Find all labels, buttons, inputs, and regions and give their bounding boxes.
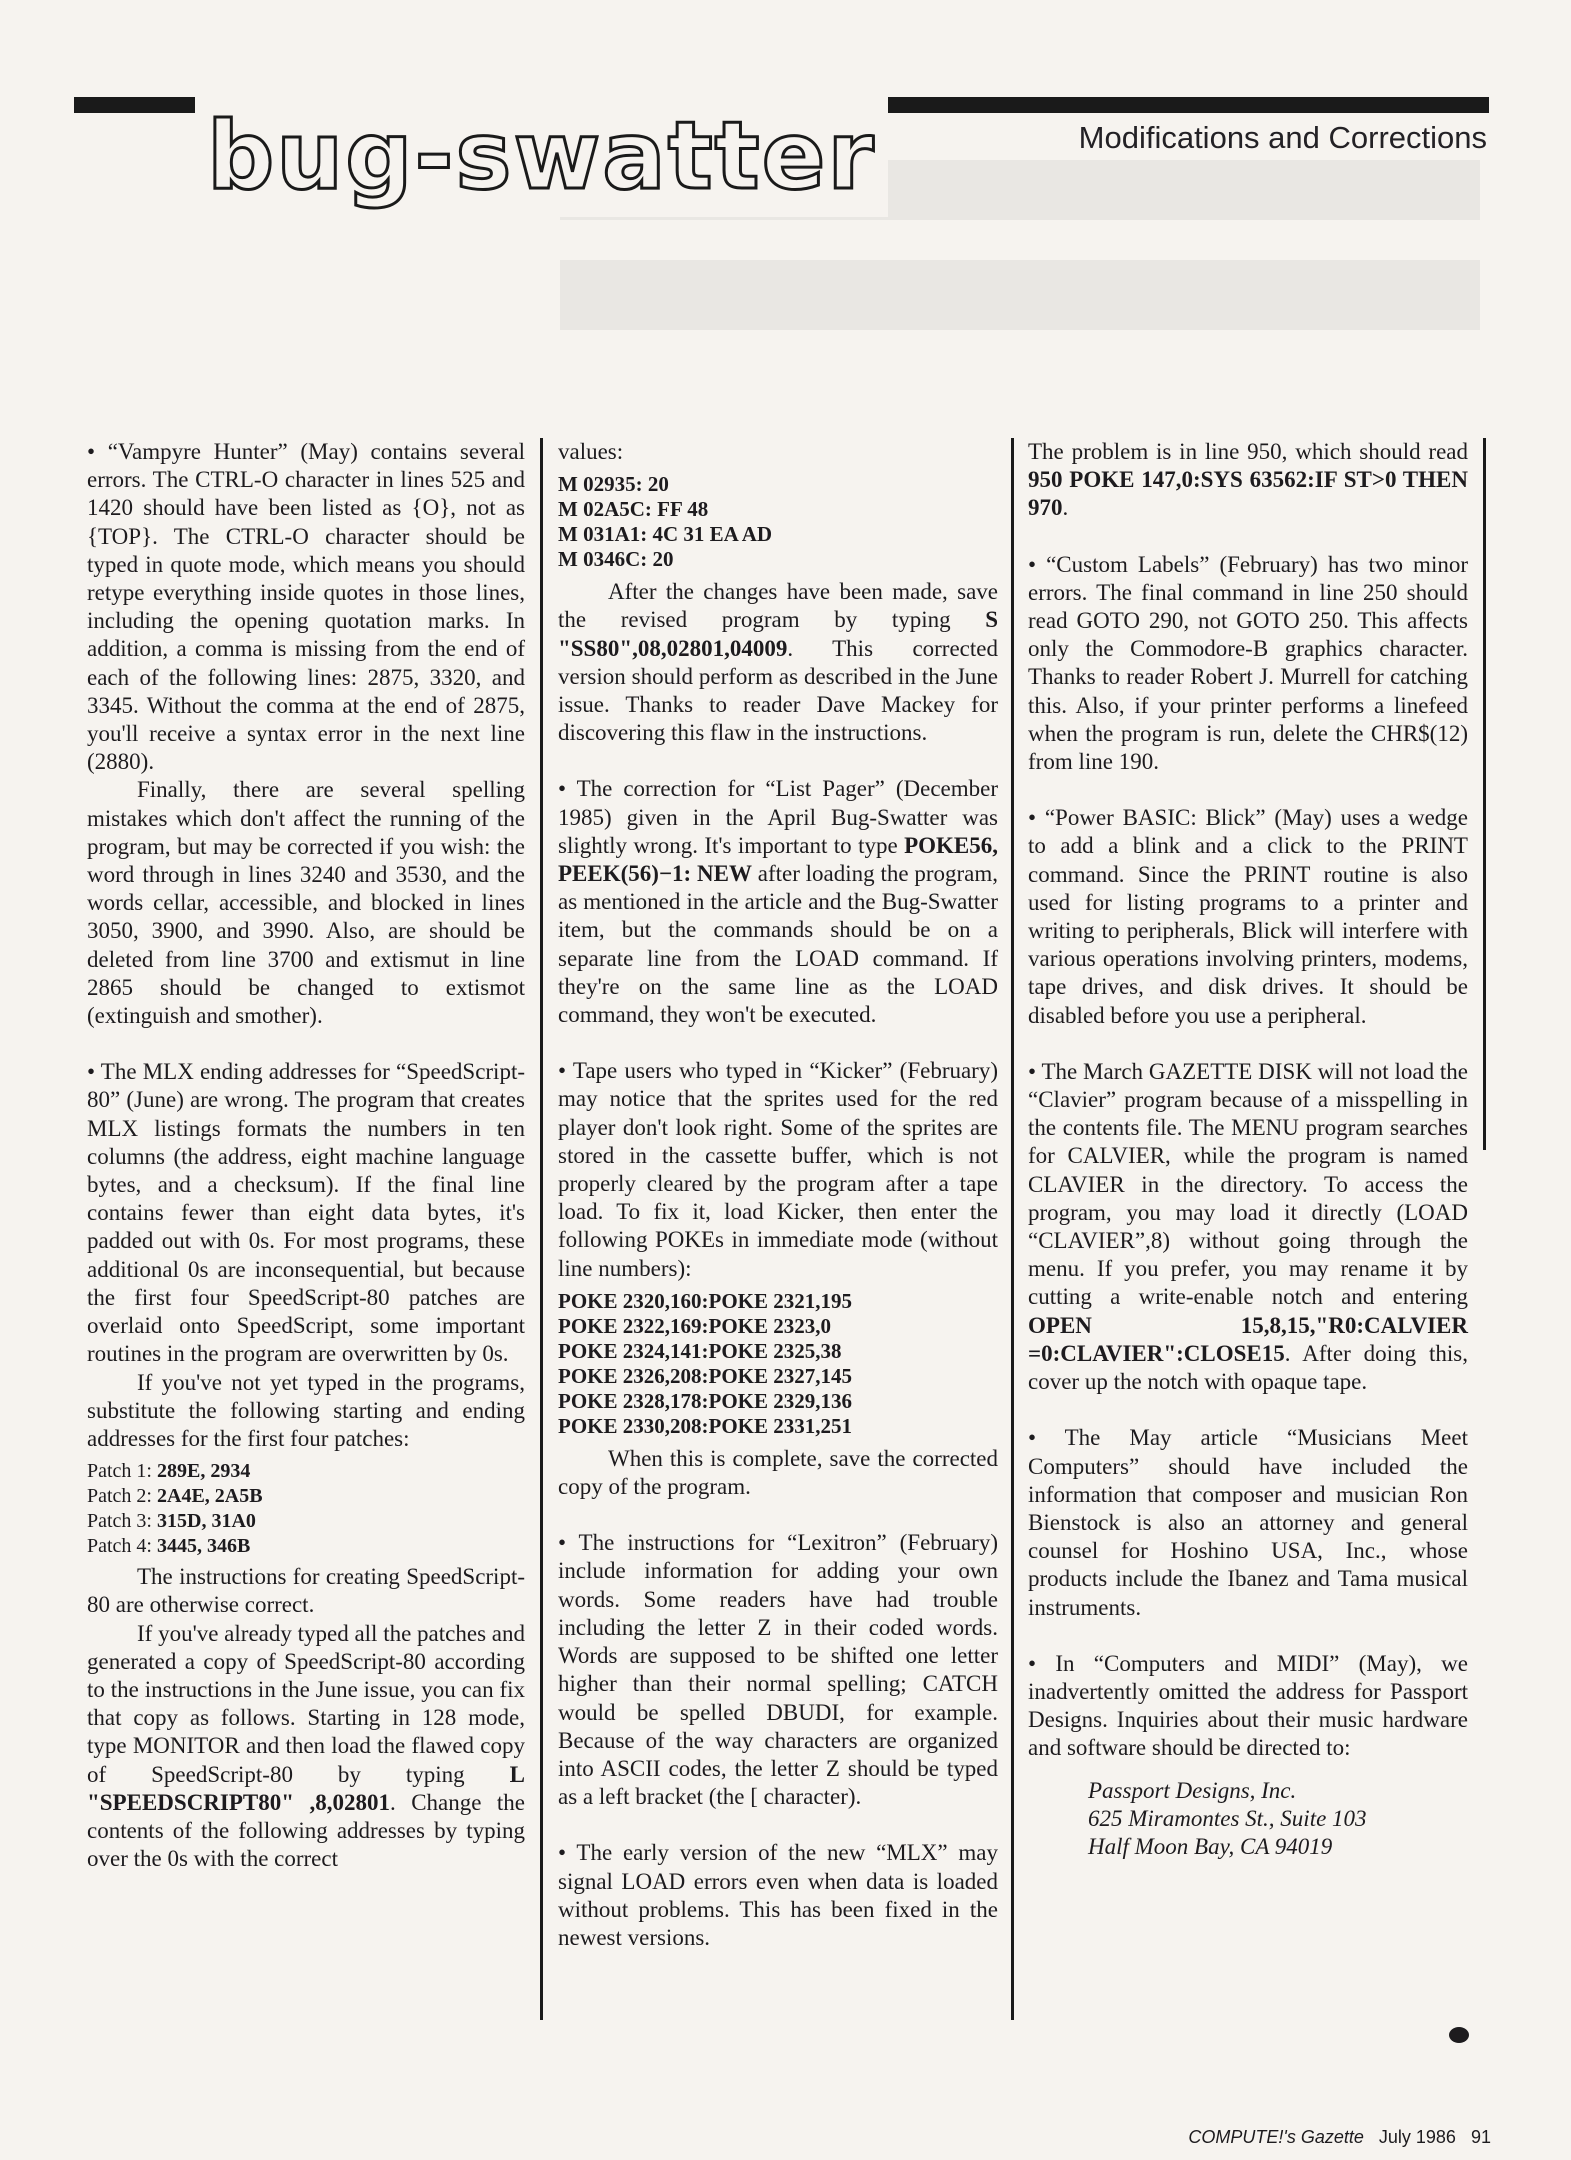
paragraph: The problem is in line 950, which should read 950 POKE 147,0:SYS 63562:IF ST>0 THEN 970. <box>1028 439 1468 521</box>
paragraph: • The March GAZETTE DISK will not load the “Clavier” program because of a misspelling in the contents file. The MENU program searches for CALVIER, while the program is named CLAVIER in the directory. To access the program, you may load it directly (LOAD “CLAVIER”,8) without going through the menu. If you prefer, you may rename it by cutting a write-enable notch and entering OPEN 15,8,15,"R0:CALVIER =0:CLAVIER":CLOSE15. After doing this, cover up the notch with opaque tape. <box>1028 1058 1468 1395</box>
patch-row: Patch 1: 289E, 2934 <box>87 1460 251 1483</box>
column-divider <box>1483 438 1486 1150</box>
paragraph: • In “Computers and MIDI” (May), we inadvertently omitted the address for Passport Designs. Inquiries about their music hardware and software should be directed to: <box>1028 1650 1468 1761</box>
page-footer <box>1188 2127 1491 2148</box>
issue-date: July 1986 <box>1378 2127 1456 2147</box>
magazine-name: COMPUTE!'s Gazette <box>1188 2127 1364 2147</box>
code-line: POKE 2322,169:POKE 2323,0 <box>558 1313 831 1338</box>
command-text: 950 POKE 147,0:SYS 63562:IF ST>0 THEN 970 <box>1028 467 1468 521</box>
column-divider <box>540 438 543 2020</box>
code-line: M 02A5C: FF 48 <box>558 497 709 522</box>
paragraph: When this is complete, save the corrected copy of the program. <box>558 1445 998 1500</box>
paragraph: Finally, there are several spelling mistakes which don't affect the running of the program, but may be corrected if you wish: the word through in lines 3240 and 3530, and the words cellar, accessible, and blocked in lines 3050, 3900, and 3990. Also, are should be deleted from line 3700 and extismut in line 2865 should be changed to extismot (extinguish and smother). <box>87 777 525 1029</box>
section-subtitle: Modifications and Corrections <box>1078 120 1487 155</box>
section-logo <box>195 97 888 217</box>
code-line: M 02935: 20 <box>558 472 669 497</box>
command-text: S "SS80",08,02801,04009 <box>558 607 998 661</box>
paragraph: • Tape users who typed in “Kicker” (February) may notice that the sprites used for the red player don't look right. Some of the sprites are stored in the cassette buffer, which is not properly cleared by the program after a tape load. To fix it, load Kicker, then enter the following POKEs in immediate mode (without line numbers): <box>558 1058 998 1281</box>
command-text: L "SPEEDSCRIPT80" ,8,02801 <box>87 1761 525 1815</box>
page-number: 91 <box>1470 2127 1491 2147</box>
paragraph: values: <box>558 439 624 464</box>
patch-list <box>87 1459 525 1559</box>
poke-listing <box>558 1289 998 1439</box>
command-text: POKE56, PEEK(56)−1: NEW <box>558 832 998 887</box>
patch-row: Patch 2: 2A4E, 2A5B <box>87 1485 263 1508</box>
paragraph: After the changes have been made, save the revised program by typing S "SS80",08,02801,04009. This corrected version should perform as described in the June issue. Thanks to reader Dave Mackey for discovering this flaw in the instructions. <box>558 579 998 746</box>
mailing-address <box>1028 1777 1468 1862</box>
paragraph: • The instructions for “Lexitron” (February) include information for adding your own words. Some readers have had trouble including the letter Z in their coded words. Words are supposed to be shifted one letter higher than their normal spelling; CATCH would be spelled DBUDI, for example. Because of the way characters are organized into ASCII codes, the letter Z should be typed as a left bracket (the [ character). <box>558 1530 998 1810</box>
code-line: POKE 2330,208:POKE 2331,251 <box>558 1413 852 1438</box>
end-of-article-icon <box>1449 2027 1469 2043</box>
paragraph: • The MLX ending addresses for “SpeedScript-80” (June) are wrong. The program that creates MLX listings formats the numbers in ten columns (the address, eight machine language bytes, and a checksum). If the final line contains fewer than eight data bytes, it's padded out with 0s. For most programs, these additional 0s are inconsequential, but because the first four SpeedScript-80 patches are overlaid onto SpeedScript, some important routines in the program are overwritten by 0s. <box>87 1059 525 1367</box>
paragraph: • “Vampyre Hunter” (May) contains several errors. The CTRL-O character in lines 525 and 1420 should have been listed as {O}, not as {TOP}. The CTRL-O character should be typed in quote mode, which means you should retype everything inside quotes in those lines, including the opening quotation marks. In addition, a comma is missing from the end of each of the following lines: 2875, 3320, and 3345. Without the comma at the end of 2875, you'll receive a syntax error in the next line (2880). <box>87 439 525 775</box>
paragraph: The instructions for creating SpeedScript-80 are otherwise correct. <box>87 1564 525 1618</box>
column-3 <box>1028 438 1468 1861</box>
address-line: Half Moon Bay, CA 94019 <box>1088 1833 1333 1859</box>
paragraph: If you've not yet typed in the programs, substitute the following starting and ending addresses for the first four patches: <box>87 1369 525 1451</box>
paragraph: If you've already typed all the patches and generated a copy of SpeedScript-80 according to the instructions in the June issue, you can fix that copy as follows. Starting in 128 mode, type MONITOR and then load the flawed copy of SpeedScript-80 by typing L "SPEEDSCRIPT80" ,8,02801. Change the contents of the following addresses by typing over the 0s with the correct <box>87 1620 525 1872</box>
paragraph: • The early version of the new “MLX” may signal LOAD errors even when data is loaded without problems. This has been fixed in the newest versions. <box>558 1840 998 1950</box>
paragraph: • The correction for “List Pager” (December 1985) given in the April Bug-Swatter was slightly wrong. It's important to type POKE56, PEEK(56)−1: NEW after loading the program, as mentioned in the article and the Bug-Swatter item, but the commands should be on a separate line from the LOAD command. If they're on the same line as the LOAD command, they won't be executed. <box>558 776 998 1028</box>
code-line: M 0346C: 20 <box>558 547 674 572</box>
monitor-listing <box>558 472 998 572</box>
address-line: 625 Miramontes St., Suite 103 <box>1088 1805 1367 1831</box>
address-line: Passport Designs, Inc. <box>1088 1777 1297 1803</box>
column-2 <box>558 438 998 1952</box>
command-text: OPEN 15,8,15,"R0:CALVIER =0:CLAVIER":CLOSE15 <box>1028 1312 1468 1366</box>
code-line: POKE 2320,160:POKE 2321,195 <box>558 1288 852 1313</box>
column-1 <box>87 438 525 1873</box>
patch-row: Patch 3: 315D, 31A0 <box>87 1510 256 1533</box>
column-divider <box>1011 438 1014 2020</box>
paragraph: • The May article “Musicians Meet Computers” should have included the information that composer and musician Ron Bienstock is also an attorney and general counsel for Hoshino USA, Inc., whose products include the Ibanez and Tama musical instruments. <box>1028 1425 1468 1620</box>
code-line: POKE 2328,178:POKE 2329,136 <box>558 1388 852 1413</box>
code-line: M 031A1: 4C 31 EA AD <box>558 522 773 547</box>
code-line: POKE 2326,208:POKE 2327,145 <box>558 1363 852 1388</box>
patch-row: Patch 4: 3445, 346B <box>87 1535 251 1558</box>
paragraph: • “Custom Labels” (February) has two minor errors. The final command in line 250 should read GOTO 290, not GOTO 250. This affects only the Commodore-B graphics character. Thanks to reader Robert J. Murrell for catching this. Also, if your printer performs a linefeed when the program is run, delete the CHR$(12) from line 190. <box>1028 551 1468 775</box>
paragraph: • “Power BASIC: Blick” (May) uses a wedge to add a blink and a click to the PRINT command. Since the PRINT routine is also used for listing programs to a printer and writing to peripherals, Blick will interfere with various operations involving printers, modems, tape drives, and disk drives. It should be disabled before you use a peripheral. <box>1028 805 1468 1028</box>
code-line: POKE 2324,141:POKE 2325,38 <box>558 1338 842 1363</box>
section-title: bug-swatter <box>207 102 876 211</box>
